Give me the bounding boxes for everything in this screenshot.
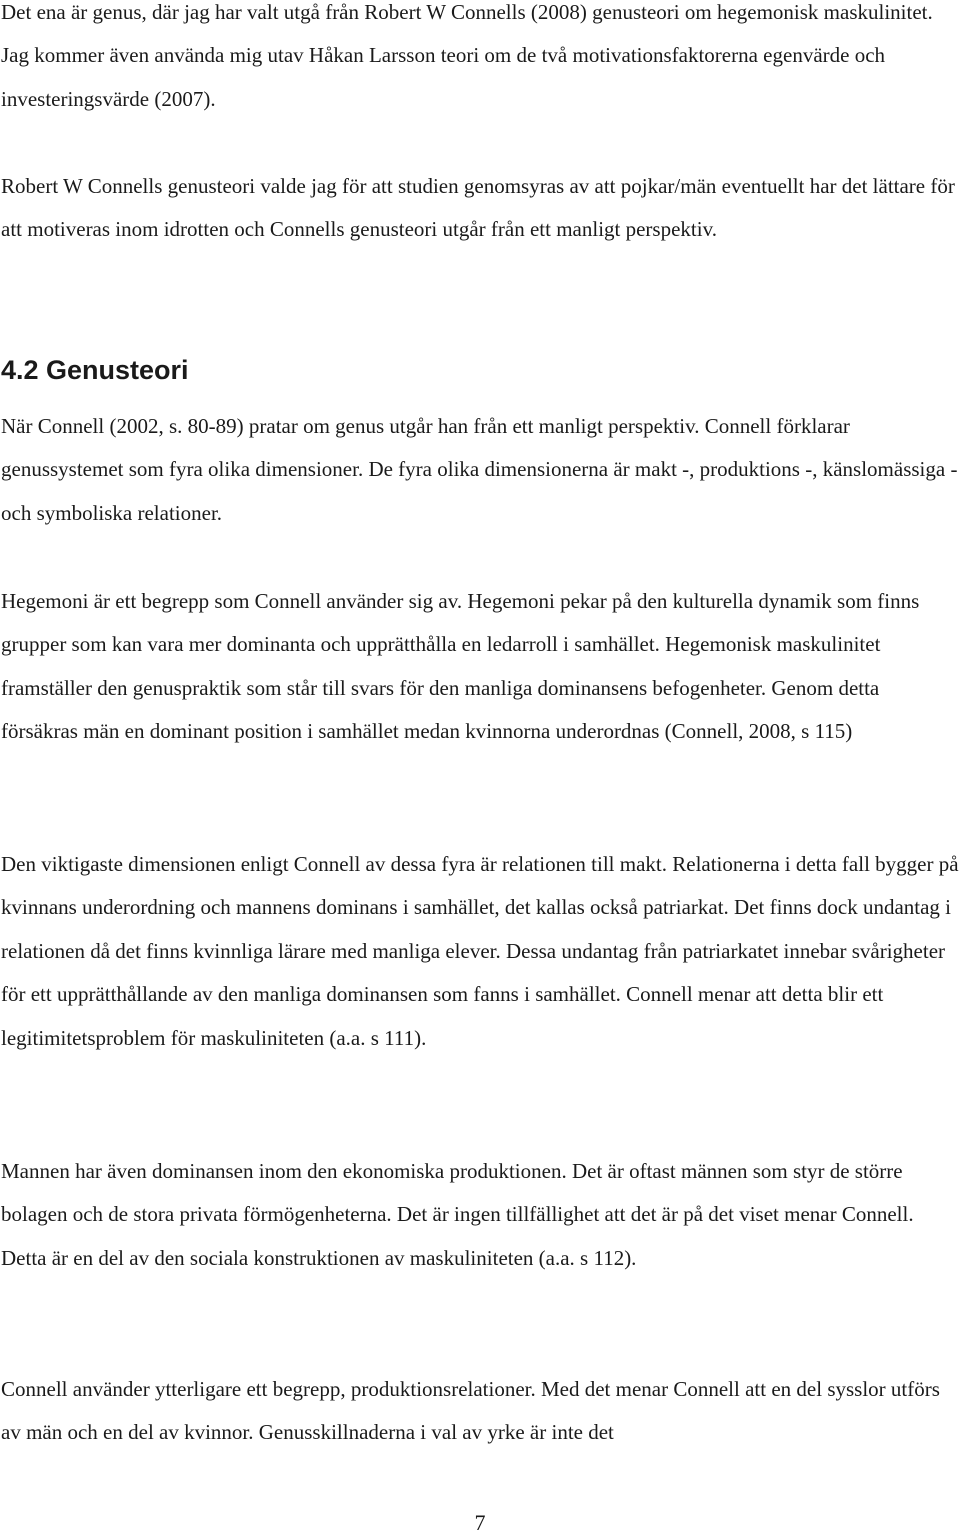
paragraph-hegemoni: Hegemoni är ett begrepp som Connell använder sig av. Hegemoni pekar på den kulturella dynamik som finns grupper som kan vara mer dominanta och upprätthålla en ledarroll i samhället. Hegemonisk maskulinitet framställer den genuspraktik som står till svars för den manliga dominansens befogenheter. Genom detta försäkras män en dominant position i samhället medan kvinnorna underordnas (Connell, 2008, s 115) — [1, 589, 920, 744]
paragraph-intro: Det ena är genus, där jag har valt utgå från Robert W Connells (2008) genusteori om hegemonisk maskulinitet. Jag kommer även använda mig utav Håkan Larsson teori om de två motivationsfaktorerna egenvärde och investeringsvärde (2007). — [1, 0, 933, 111]
section-heading: 4.2 Genusteori — [1, 355, 189, 385]
paragraph-ekonomisk-produktion: Mannen har även dominansen inom den ekonomiska produktionen. Det är oftast männen som styr de större bolagen och de stora privata förmögenheterna. Det är ingen tillfällighet att det är på det viset menar Connell. Detta är en del av den sociala konstruktionen av maskuliniteten (a.a. s 112). — [1, 1159, 914, 1270]
page-number: 7 — [474, 1510, 486, 1535]
paragraph-connell-choice: Robert W Connells genusteori valde jag för att studien genomsyras av att pojkar/män eventuellt har det lättare för att motiveras inom idrotten och Connells genusteori utgår från ett manligt perspektiv. — [1, 174, 955, 242]
paragraph-genus-dimensions: När Connell (2002, s. 80-89) pratar om genus utgår han från ett manligt perspektiv. Connell förklarar genussystemet som fyra olika dimensioner. De fyra olika dimensionerna är makt -, produktions -, känslomässiga - och symboliska relationer. — [1, 414, 958, 525]
paragraph-makt: Den viktigaste dimensionen enligt Connell av dessa fyra är relationen till makt. Relationerna i detta fall bygger på kvinnans underordning och mannens dominans i samhället, det kallas också patriarkat. Det finns dock undantag i relationen då det finns kvinnliga lärare med manliga elever. Dessa undantag från patriarkatet innebar svårigheter för ett upprätthållande av den manliga dominansen som fanns i samhället. Connell menar att detta blir ett legitimitetsproblem för maskuliniteten (a.a. s 111). — [1, 852, 959, 1050]
paragraph-produktionsrelationer: Connell använder ytterligare ett begrepp, produktionsrelationer. Med det menar Connell att en del sysslor utförs av män och en del av kvinnor. Genusskillnaderna i val av yrke är inte det — [1, 1377, 940, 1445]
